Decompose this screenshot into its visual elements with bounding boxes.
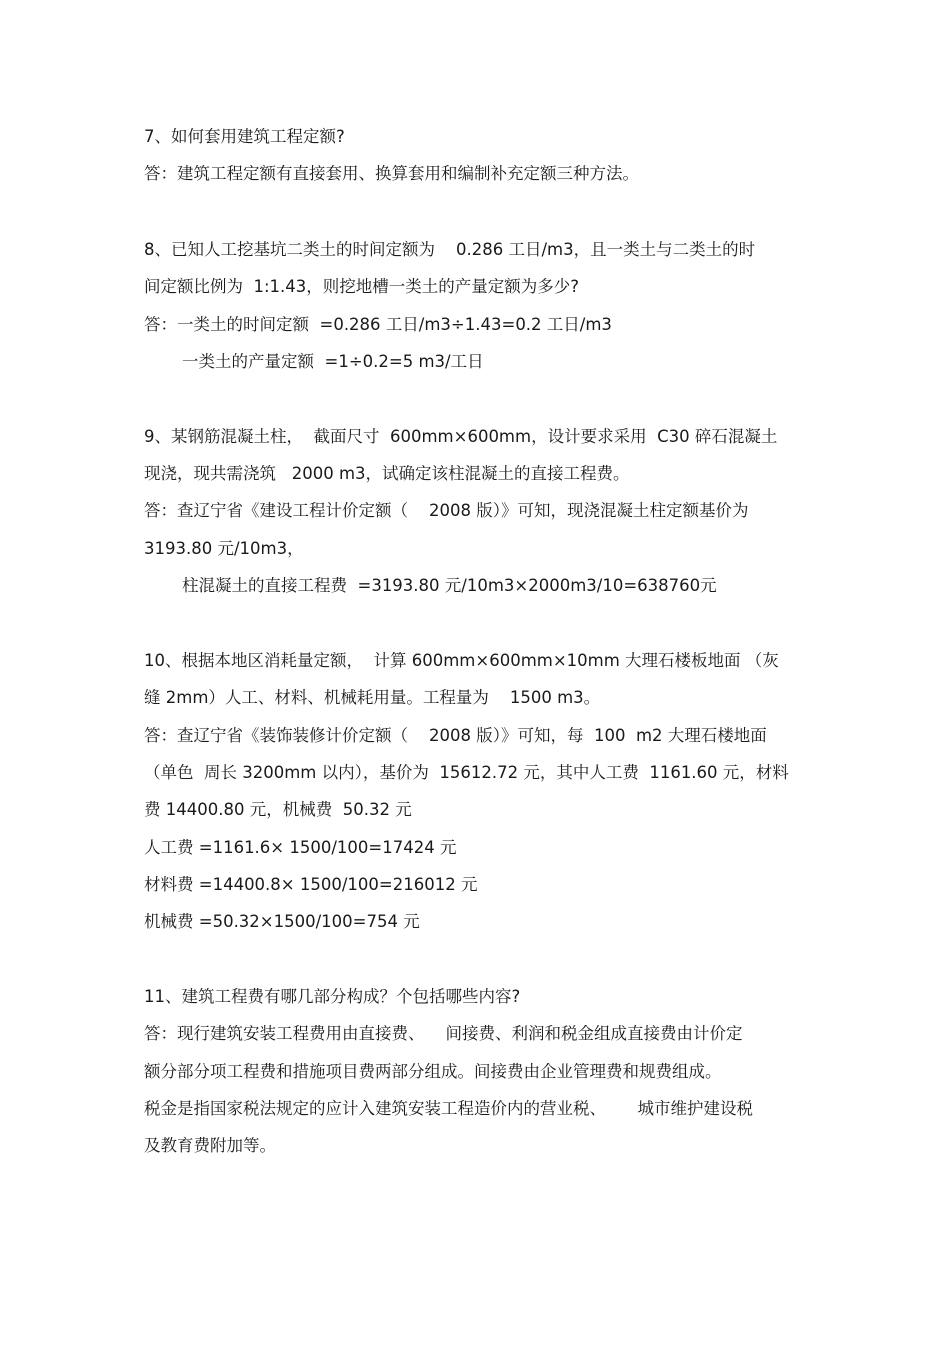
answer-11-line-1: 答：现行建筑安装工程费用由直接费、 间接费、利润和税金组成直接费由计价定 [144, 1024, 743, 1043]
question-10-line-1: 10、根据本地区消耗量定额， 计算 600mm×600mm×10mm 大理石楼板地面 （灰 [144, 651, 779, 670]
question-9-line-2: 现浇，现共需浇筑 2000 m3，试确定该柱混凝土的直接工程费。 [144, 464, 630, 483]
question-10-line-2: 缝 2mm）人工、材料、机械耗用量。工程量为 1500 m3。 [144, 688, 601, 707]
machinery-cost: 机械费 =50.32×1500/100=754 元 [144, 912, 420, 931]
answer-10-line-2: （单色 周长 3200mm 以内），基价为 15612.72 元，其中人工费 1161.60 元，材料 [144, 763, 789, 782]
answer-7: 答：建筑工程定额有直接套用、换算套用和编制补充定额三种方法。 [144, 164, 639, 183]
answer-11-line-4: 及教育费附加等。 [144, 1136, 276, 1155]
answer-10-line-1: 答：查辽宁省《装饰装修计价定额（ 2008 版）》可知，每 100 m2 大理石楼地面 [144, 726, 767, 745]
question-7: 7、如何套用建筑工程定额? [144, 127, 345, 146]
answer-10-line-3: 费 14400.80 元，机械费 50.32 元 [144, 800, 412, 819]
question-11: 11、建筑工程费有哪几部分构成？个包括哪些内容? [144, 987, 521, 1006]
answer-11-line-3: 税金是指国家税法规定的应计入建筑安装工程造价内的营业税、 城市维护建设税 [144, 1099, 753, 1118]
question-8-line-2: 间定额比例为 1:1.43，则挖地槽一类土的产量定额为多少? [144, 277, 580, 296]
answer-11-line-2: 额分部分项工程费和措施项目费两部分组成。间接费由企业管理费和规费组成。 [144, 1062, 722, 1081]
answer-9-line-1: 答：查辽宁省《建设工程计价定额（ 2008 版）》可知，现浇混凝土柱定额基价为 [144, 501, 749, 520]
answer-8-line-2: 一类土的产量定额 =1÷0.2=5 m3/工日 [182, 352, 484, 371]
question-9-line-1: 9、某钢筋混凝土柱， 截面尺寸 600mm×600mm，设计要求采用 C30 碎石混凝土 [144, 427, 778, 446]
answer-9-line-3: 柱混凝土的直接工程费 =3193.80 元/10m3×2000m3/10=638760元 [182, 576, 717, 595]
labor-cost: 人工费 =1161.6× 1500/100=17424 元 [144, 838, 457, 857]
material-cost: 材料费 =14400.8× 1500/100=216012 元 [144, 875, 478, 894]
question-8-line-1: 8、已知人工挖基坑二类土的时间定额为 0.286 工日/m3，且一类土与二类土的时 [144, 240, 756, 259]
answer-9-line-2: 3193.80 元/10m3， [144, 539, 304, 558]
answer-8-line-1: 答：一类土的时间定额 =0.286 工日/m3÷1.43=0.2 工日/m3 [144, 315, 612, 334]
